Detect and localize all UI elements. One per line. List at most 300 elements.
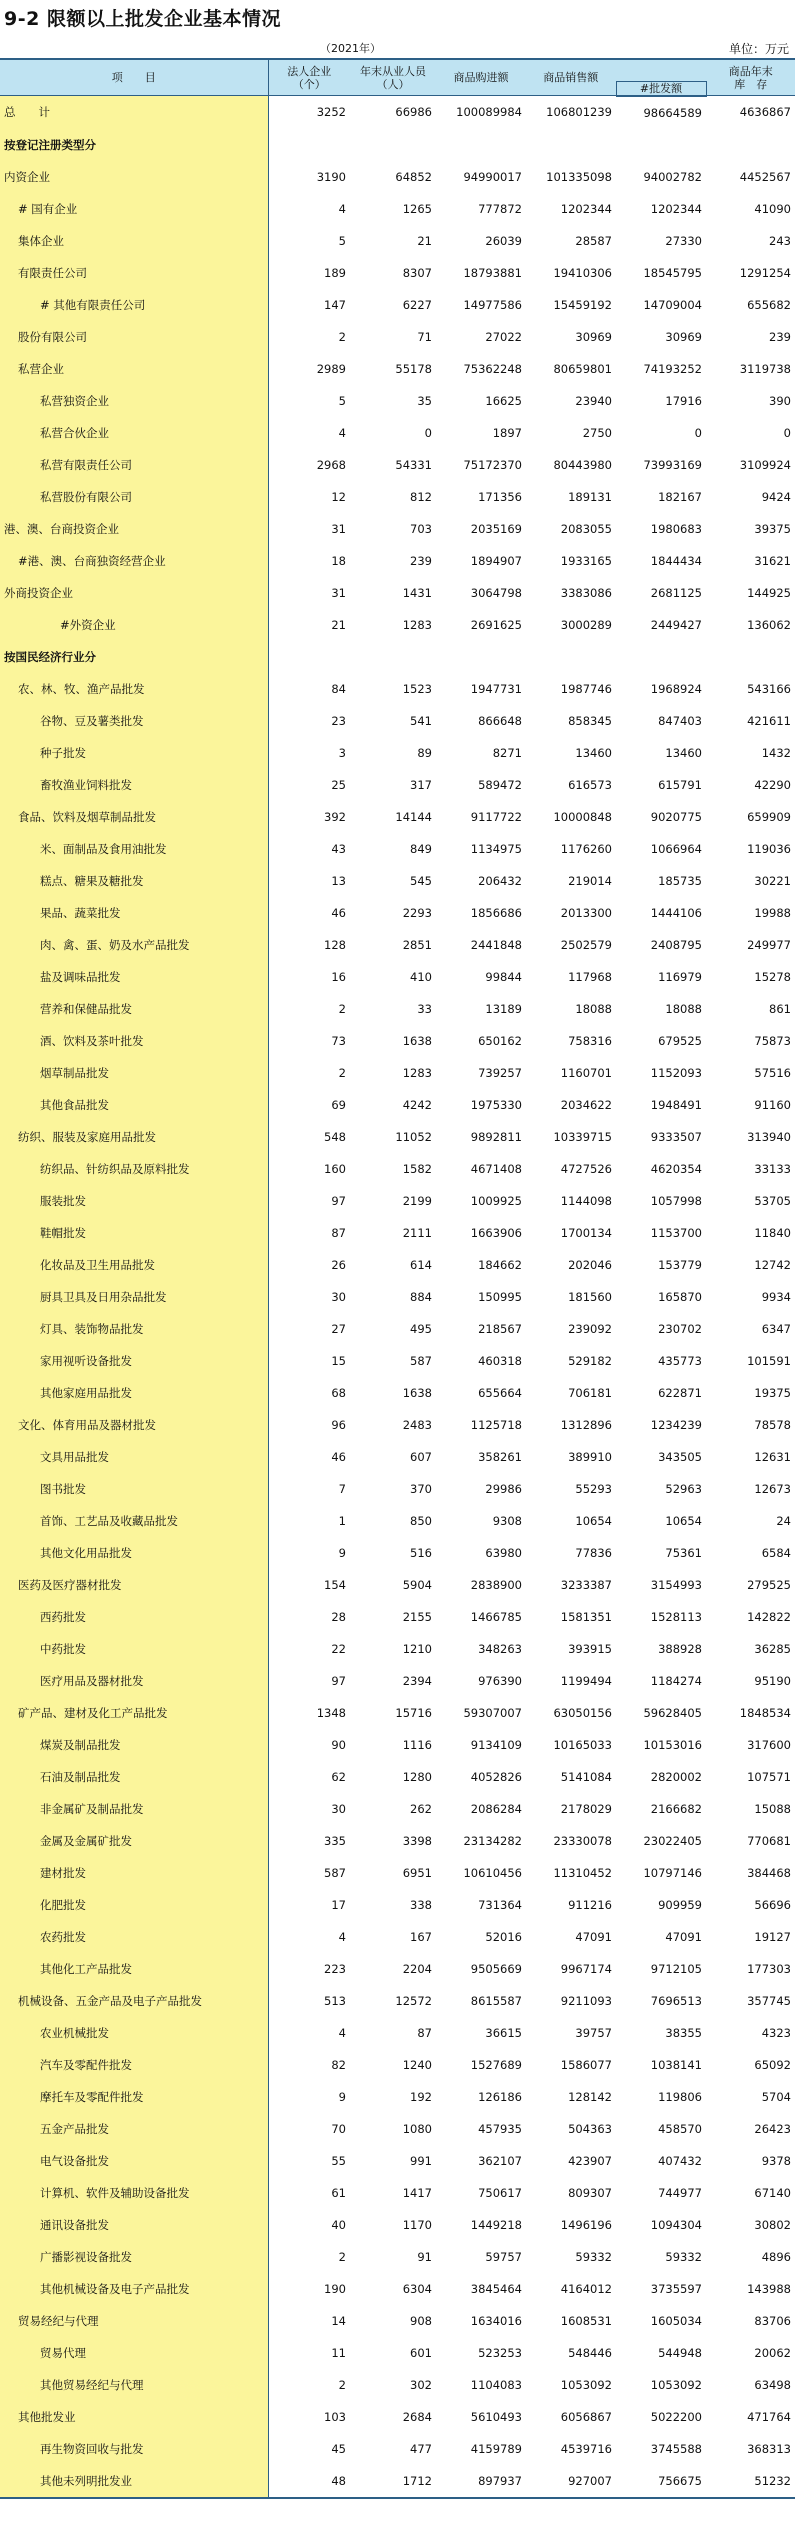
purchase-amount-cell: 1009925 <box>470 1193 522 1208</box>
corp-count-cell: 223 <box>324 1961 346 1976</box>
corp-count-cell: 587 <box>324 1865 346 1880</box>
corp-count-cell: 2 <box>338 2249 346 2264</box>
corp-count-cell: 1 <box>338 1513 346 1528</box>
year-end-stock-cell: 39375 <box>754 521 791 536</box>
table-row <box>0 2337 795 2369</box>
row-label: 肉、禽、蛋、奶及水产品批发 <box>0 929 268 961</box>
wholesale-amount-cell: 230702 <box>658 1321 702 1336</box>
sales-amount-cell: 2083055 <box>560 521 612 536</box>
corp-count-cell: 27 <box>331 1321 346 1336</box>
sales-amount-cell: 106801239 <box>546 105 612 120</box>
wholesale-amount-cell: 59332 <box>665 2249 702 2264</box>
purchase-amount-cell: 1125718 <box>470 1417 522 1432</box>
year-end-stock-cell: 421611 <box>747 713 791 728</box>
table-row <box>0 2177 795 2209</box>
employee-count-cell: 884 <box>410 1289 432 1304</box>
purchase-amount-cell: 9505669 <box>470 1961 522 1976</box>
purchase-amount-cell: 897937 <box>436 2465 526 2498</box>
table-row <box>0 929 795 961</box>
year-end-stock-cell: 119036 <box>747 841 791 856</box>
table-row <box>0 385 795 417</box>
wholesale-amount-cell: 388928 <box>658 1641 702 1656</box>
row-label: 私营合伙企业 <box>0 417 268 449</box>
purchase-amount-cell: 218567 <box>478 1321 522 1336</box>
employee-count-cell: 1431 <box>402 585 432 600</box>
corp-count-cell: 70 <box>331 2121 346 2136</box>
row-label: 服装批发 <box>0 1185 268 1217</box>
table-row <box>0 1121 795 1153</box>
corp-count-cell: 5 <box>338 233 346 248</box>
sales-amount-cell: 4164012 <box>560 2281 612 2296</box>
purchase-amount-cell: 460318 <box>478 1353 522 1368</box>
year-end-stock-cell: 317600 <box>747 1737 791 1752</box>
wholesale-amount-cell: 3735597 <box>650 2281 702 2296</box>
table-row <box>0 1697 795 1729</box>
row-label: 私营有限责任公司 <box>0 449 268 481</box>
table-row <box>0 1057 795 1089</box>
sales-amount-cell: 1199494 <box>560 1673 612 1688</box>
table-row <box>0 1985 795 2017</box>
year-end-stock-cell: 26423 <box>754 2121 791 2136</box>
corp-count-cell: 46 <box>331 1449 346 1464</box>
sales-amount-cell: 15459192 <box>553 297 612 312</box>
table-row <box>0 1089 795 1121</box>
wholesale-amount-cell: 1038141 <box>650 2057 702 2072</box>
year-end-stock-cell: 83706 <box>754 2313 791 2328</box>
wholesale-amount-cell: 52963 <box>665 1481 702 1496</box>
wholesale-amount-cell: 10153016 <box>643 1737 702 1752</box>
sales-amount-cell: 4539716 <box>560 2441 612 2456</box>
row-label: 其他机械设备及电子产品批发 <box>0 2273 268 2305</box>
year-end-stock-cell: 9378 <box>761 2153 791 2168</box>
row-label: 食品、饮料及烟草制品批发 <box>0 801 268 833</box>
wholesale-amount-cell: 435773 <box>658 1353 702 1368</box>
wholesale-table <box>0 58 795 2499</box>
table-row <box>0 1569 795 1601</box>
employee-count-cell: 71 <box>417 329 432 344</box>
sales-amount-cell: 9967174 <box>560 1961 612 1976</box>
table-row <box>0 1793 795 1825</box>
wholesale-amount-cell: 1053092 <box>650 2377 702 2392</box>
row-label: 其他化工产品批发 <box>0 1953 268 1985</box>
year-end-stock-cell: 57516 <box>754 1065 791 1080</box>
corp-count-cell: 335 <box>324 1833 346 1848</box>
wholesale-amount-cell: 847403 <box>658 713 702 728</box>
sales-amount-cell: 23940 <box>575 393 612 408</box>
employee-count-cell: 1210 <box>402 1641 432 1656</box>
row-label: 首饰、工艺品及收藏品批发 <box>0 1505 268 1537</box>
table-row <box>0 897 795 929</box>
year-end-stock-cell: 279525 <box>747 1577 791 1592</box>
year-end-stock-cell: 19375 <box>754 1385 791 1400</box>
table-row <box>0 2305 795 2337</box>
table-row <box>0 1953 795 1985</box>
row-label: 图书批发 <box>0 1473 268 1505</box>
table-row <box>0 1313 795 1345</box>
purchase-amount-cell: 1894907 <box>470 553 522 568</box>
row-label: 糕点、糖果及糖批发 <box>0 865 268 897</box>
purchase-amount-cell: 2035169 <box>470 521 522 536</box>
wholesale-amount-cell <box>616 641 706 673</box>
year-end-stock-cell: 9934 <box>761 1289 791 1304</box>
corp-count-cell: 2 <box>338 1065 346 1080</box>
year-end-stock-cell: 75873 <box>754 1033 791 1048</box>
year-end-stock-cell: 770681 <box>747 1833 791 1848</box>
corp-count-cell: 21 <box>331 617 346 632</box>
employee-count-cell: 703 <box>410 521 432 536</box>
table-row <box>0 481 795 513</box>
employee-count-cell: 1523 <box>402 681 432 696</box>
corp-count-cell: 55 <box>331 2153 346 2168</box>
corp-count-cell: 97 <box>331 1193 346 1208</box>
sales-amount-cell: 389910 <box>568 1449 612 1464</box>
sales-amount-cell: 858345 <box>568 713 612 728</box>
wholesale-amount-cell: 1202344 <box>650 201 702 216</box>
wholesale-amount-cell: 744977 <box>658 2185 702 2200</box>
employee-count-cell: 87 <box>417 2025 432 2040</box>
table-row <box>0 1761 795 1793</box>
table-row <box>0 673 795 705</box>
purchase-amount-cell: 16625 <box>485 393 522 408</box>
row-label: 农业机械批发 <box>0 2017 268 2049</box>
corp-count-cell: 22 <box>331 1641 346 1656</box>
year-end-stock-cell: 101591 <box>747 1353 791 1368</box>
table-row <box>0 1217 795 1249</box>
corp-count-cell: 30 <box>331 1289 346 1304</box>
employee-count-cell: 6951 <box>402 1865 432 1880</box>
wholesale-amount-cell: 1605034 <box>650 2313 702 2328</box>
purchase-amount-cell: 8271 <box>492 745 522 760</box>
table-row <box>0 321 795 353</box>
corp-count-cell: 160 <box>324 1161 346 1176</box>
purchase-amount-cell: 650162 <box>478 1033 522 1048</box>
table-row <box>0 2145 795 2177</box>
employee-count-cell: 812 <box>410 489 432 504</box>
corp-count-cell: 28 <box>331 1609 346 1624</box>
sales-amount-cell: 2013300 <box>560 905 612 920</box>
employee-count-cell: 2394 <box>402 1673 432 1688</box>
sales-amount-cell: 30969 <box>575 329 612 344</box>
wholesale-amount-cell: 153779 <box>658 1257 702 1272</box>
year-end-stock-cell: 0 <box>783 425 791 440</box>
employee-count-cell: 8307 <box>402 265 432 280</box>
employee-count-cell: 2293 <box>402 905 432 920</box>
purchase-amount-cell: 9134109 <box>470 1737 522 1752</box>
employee-count-cell: 1417 <box>402 2185 432 2200</box>
table-row <box>0 2113 795 2145</box>
sales-amount-cell: 19410306 <box>553 265 612 280</box>
year-end-stock-cell: 95190 <box>754 1673 791 1688</box>
year-end-stock-cell: 11840 <box>754 1225 791 1240</box>
table-row <box>0 545 795 577</box>
table-row <box>0 1345 795 1377</box>
sales-amount-cell: 927007 <box>526 2465 616 2498</box>
wholesale-amount-cell: 10797146 <box>643 1865 702 1880</box>
purchase-amount-cell: 4159789 <box>470 2441 522 2456</box>
row-label: 贸易经纪与代理 <box>0 2305 268 2337</box>
corp-count-cell: 2968 <box>316 457 346 472</box>
purchase-amount-cell: 206432 <box>478 873 522 888</box>
sales-amount-cell: 3233387 <box>560 1577 612 1592</box>
row-label: 建材批发 <box>0 1857 268 1889</box>
corp-count-cell: 9 <box>338 1545 346 1560</box>
sales-amount-cell: 101335098 <box>546 169 612 184</box>
purchase-amount-cell: 59307007 <box>463 1705 522 1720</box>
wholesale-amount-cell: 5022200 <box>650 2409 702 2424</box>
year-end-stock-cell: 20062 <box>754 2345 791 2360</box>
wholesale-amount-cell: 1444106 <box>650 905 702 920</box>
purchase-amount-cell: 13189 <box>485 1001 522 1016</box>
year-end-stock-cell: 1291254 <box>739 265 791 280</box>
year-end-stock-cell: 42290 <box>754 777 791 792</box>
row-label: 股份有限公司 <box>0 321 268 353</box>
sales-amount-cell: 2178029 <box>560 1801 612 1816</box>
wholesale-amount-cell: 14709004 <box>643 297 702 312</box>
row-label: #港、澳、台商独资经营企业 <box>0 545 268 577</box>
purchase-amount-cell: 1856686 <box>470 905 522 920</box>
year-end-stock-cell: 659909 <box>747 809 791 824</box>
employee-count-cell: 3398 <box>402 1833 432 1848</box>
year-end-stock-cell: 177303 <box>747 1961 791 1976</box>
wholesale-amount-cell: 23022405 <box>643 1833 702 1848</box>
sales-amount-cell: 809307 <box>568 2185 612 2200</box>
table-row <box>0 193 795 225</box>
wholesale-amount-cell: 119806 <box>658 2089 702 2104</box>
year-end-stock-cell: 91160 <box>754 1097 791 1112</box>
table-row <box>0 2369 795 2401</box>
employee-count-cell: 1283 <box>402 1065 432 1080</box>
employee-count-cell: 2483 <box>402 1417 432 1432</box>
row-label: 其他未列明批发业 <box>0 2465 268 2498</box>
employee-count-cell: 991 <box>410 2153 432 2168</box>
table-row <box>0 449 795 481</box>
wholesale-amount-cell: 9020775 <box>650 809 702 824</box>
year-end-stock-cell: 12742 <box>754 1257 791 1272</box>
corp-count-cell: 4 <box>338 425 346 440</box>
wholesale-amount-cell: 458570 <box>658 2121 702 2136</box>
table-row <box>0 705 795 737</box>
sales-amount-cell: 2502579 <box>560 937 612 952</box>
row-label: 按国民经济行业分 <box>0 641 268 673</box>
purchase-amount-cell <box>436 641 526 673</box>
sales-amount-cell: 1176260 <box>560 841 612 856</box>
year-end-stock-cell <box>706 129 795 161</box>
sales-amount-cell: 6056867 <box>560 2409 612 2424</box>
table-row <box>0 161 795 193</box>
purchase-amount-cell: 150995 <box>478 1289 522 1304</box>
sales-amount-cell: 13460 <box>575 745 612 760</box>
employee-count-cell: 4242 <box>402 1097 432 1112</box>
row-label: 西药批发 <box>0 1601 268 1633</box>
corp-count-cell: 14 <box>331 2313 346 2328</box>
year-end-stock-cell: 142822 <box>747 1609 791 1624</box>
purchase-amount-cell: 10610456 <box>463 1865 522 1880</box>
employee-count-cell: 1712 <box>350 2465 436 2498</box>
corp-count-cell <box>268 641 350 673</box>
table-row <box>0 1249 795 1281</box>
corp-count-cell: 3190 <box>316 169 346 184</box>
wholesale-amount-cell: 2681125 <box>650 585 702 600</box>
year-end-stock-cell: 5704 <box>761 2089 791 2104</box>
table-row <box>0 801 795 833</box>
wholesale-amount-cell: 679525 <box>658 1033 702 1048</box>
table-row <box>0 1505 795 1537</box>
corp-count-cell: 31 <box>331 585 346 600</box>
employee-count-cell: 1170 <box>402 2217 432 2232</box>
wholesale-amount-cell: 1057998 <box>650 1193 702 1208</box>
year-end-stock-cell: 63498 <box>754 2377 791 2392</box>
sales-amount-cell: 239092 <box>568 1321 612 1336</box>
purchase-amount-cell: 1947731 <box>470 681 522 696</box>
year-end-stock-cell: 9424 <box>761 489 791 504</box>
sales-amount-cell: 77836 <box>575 1545 612 1560</box>
sales-amount-cell: 10165033 <box>553 1737 612 1752</box>
wholesale-amount-cell: 18545795 <box>643 265 702 280</box>
employee-count-cell: 1265 <box>402 201 432 216</box>
table-row <box>0 2465 795 2498</box>
wholesale-amount-cell: 1152093 <box>650 1065 702 1080</box>
corp-count-cell: 103 <box>324 2409 346 2424</box>
year-end-stock-cell: 12673 <box>754 1481 791 1496</box>
year-end-stock-cell: 4452567 <box>739 169 791 184</box>
employee-count-cell: 33 <box>417 1001 432 1016</box>
corp-count-cell: 26 <box>331 1257 346 1272</box>
purchase-amount-cell: 9892811 <box>470 1129 522 1144</box>
employee-count-cell: 1638 <box>402 1033 432 1048</box>
corp-count-cell: 40 <box>331 2217 346 2232</box>
row-label: 酒、饮料及茶叶批发 <box>0 1025 268 1057</box>
row-label: 广播影视设备批发 <box>0 2241 268 2273</box>
corp-count-cell: 513 <box>324 1993 346 2008</box>
employee-count-cell: 477 <box>410 2441 432 2456</box>
wholesale-amount-cell: 615791 <box>658 777 702 792</box>
table-row <box>0 2241 795 2273</box>
row-label: 灯具、装饰物品批发 <box>0 1313 268 1345</box>
corp-count-cell: 4 <box>338 201 346 216</box>
purchase-amount-cell: 59757 <box>485 2249 522 2264</box>
purchase-amount-cell: 23134282 <box>463 1833 522 1848</box>
wholesale-amount-cell: 756675 <box>616 2465 706 2498</box>
employee-count-cell: 192 <box>410 2089 432 2104</box>
year-end-stock-cell: 143988 <box>747 2281 791 2296</box>
corp-count-cell: 16 <box>331 969 346 984</box>
employee-count-cell: 587 <box>410 1353 432 1368</box>
table-row <box>0 225 795 257</box>
row-label: 果品、蔬菜批发 <box>0 897 268 929</box>
purchase-amount-cell: 1449218 <box>470 2217 522 2232</box>
year-end-stock-cell: 471764 <box>747 2409 791 2424</box>
corp-count-cell: 48 <box>268 2465 350 2498</box>
corp-count-cell: 12 <box>331 489 346 504</box>
year-end-stock-cell: 12631 <box>754 1449 791 1464</box>
wholesale-amount-cell: 544948 <box>658 2345 702 2360</box>
table-row <box>0 1377 795 1409</box>
sales-amount-cell: 10000848 <box>553 809 612 824</box>
year-end-stock-cell: 67140 <box>754 2185 791 2200</box>
employee-count-cell: 1116 <box>402 1737 432 1752</box>
employee-count-cell: 239 <box>410 553 432 568</box>
employee-count-cell: 66986 <box>395 105 432 120</box>
employee-count-cell <box>350 641 436 673</box>
row-label: 农药批发 <box>0 1921 268 1953</box>
corp-count-cell: 97 <box>331 1673 346 1688</box>
row-label: 其他文化用品批发 <box>0 1537 268 1569</box>
year-end-stock-cell: 78578 <box>754 1417 791 1432</box>
table-row <box>0 96 795 129</box>
wholesale-amount-cell: 1844434 <box>650 553 702 568</box>
corp-count-cell: 4 <box>338 2025 346 2040</box>
table-row <box>0 865 795 897</box>
row-label: 通讯设备批发 <box>0 2209 268 2241</box>
purchase-amount-cell: 739257 <box>478 1065 522 1080</box>
purchase-amount-cell: 126186 <box>478 2089 522 2104</box>
corp-count-cell: 31 <box>331 521 346 536</box>
purchase-amount-cell: 2691625 <box>470 617 522 632</box>
purchase-amount-cell: 3845464 <box>470 2281 522 2296</box>
row-label: 外商投资企业 <box>0 577 268 609</box>
wholesale-amount-cell: 1968924 <box>650 681 702 696</box>
year-end-stock-cell: 543166 <box>747 681 791 696</box>
row-label: 内资企业 <box>0 161 268 193</box>
row-label: 文化、体育用品及器材批发 <box>0 1409 268 1441</box>
employee-count-cell: 12572 <box>395 1993 432 2008</box>
year-end-stock-cell: 313940 <box>747 1129 791 1144</box>
sales-amount-cell: 55293 <box>575 1481 612 1496</box>
employee-count-cell: 601 <box>410 2345 432 2360</box>
row-label: 私营股份有限公司 <box>0 481 268 513</box>
table-row <box>0 1665 795 1697</box>
purchase-amount-cell: 976390 <box>478 1673 522 1688</box>
sales-amount-cell: 1312896 <box>560 1417 612 1432</box>
corp-count-cell: 82 <box>331 2057 346 2072</box>
corp-count-cell: 7 <box>338 1481 346 1496</box>
purchase-amount-cell: 18793881 <box>463 265 522 280</box>
table-row <box>0 2401 795 2433</box>
row-label: 其他贸易经纪与代理 <box>0 2369 268 2401</box>
sales-amount-cell: 529182 <box>568 1353 612 1368</box>
table-row <box>0 609 795 641</box>
year-end-stock-cell: 6584 <box>761 1545 791 1560</box>
wholesale-amount-cell: 1948491 <box>650 1097 702 1112</box>
sales-amount-cell: 18088 <box>575 1001 612 1016</box>
header-purchase: 商品购进额 <box>436 59 526 96</box>
sales-amount-cell: 911216 <box>568 1897 612 1912</box>
row-label: 医药及医疗器材批发 <box>0 1569 268 1601</box>
row-label: 五金产品批发 <box>0 2113 268 2145</box>
row-label: 私营企业 <box>0 353 268 385</box>
row-label: 化妆品及卫生用品批发 <box>0 1249 268 1281</box>
purchase-amount-cell: 457935 <box>478 2121 522 2136</box>
corp-count-cell: 25 <box>331 777 346 792</box>
purchase-amount-cell: 1104083 <box>470 2377 522 2392</box>
wholesale-amount-cell: 116979 <box>658 969 702 984</box>
wholesale-amount-cell: 1153700 <box>650 1225 702 1240</box>
row-label: 盐及调味品批发 <box>0 961 268 993</box>
corp-count-cell: 45 <box>331 2441 346 2456</box>
corp-count-cell: 62 <box>331 1769 346 1784</box>
sales-amount-cell: 423907 <box>568 2153 612 2168</box>
corp-count-cell: 189 <box>324 265 346 280</box>
table-row <box>0 769 795 801</box>
row-label: 电气设备批发 <box>0 2145 268 2177</box>
corp-count-cell: 4 <box>338 1929 346 1944</box>
year-end-stock-cell: 1432 <box>761 745 791 760</box>
purchase-amount-cell: 36615 <box>485 2025 522 2040</box>
table-row <box>0 641 795 673</box>
header-corp: 法人企业 （个） <box>268 59 350 96</box>
purchase-amount-cell: 9117722 <box>470 809 522 824</box>
year-end-stock-cell: 4636867 <box>739 105 791 120</box>
